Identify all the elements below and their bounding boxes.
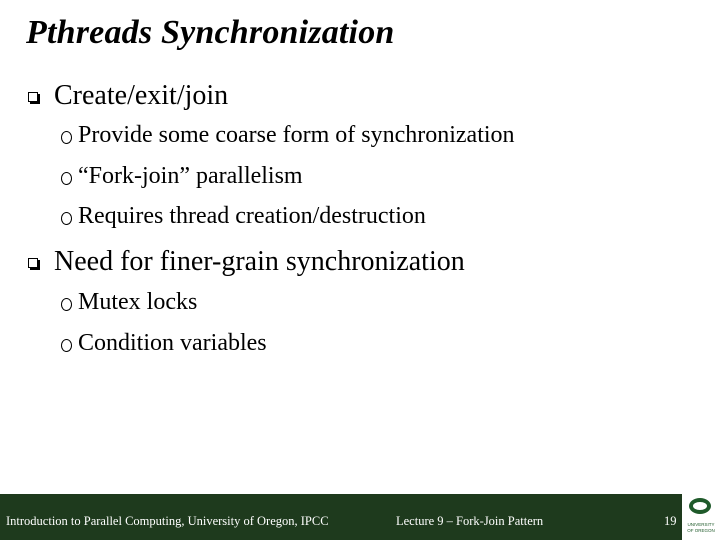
bullet-1 [28,80,228,112]
square-bullet-icon [28,258,38,268]
sub-bullet-2-1 [61,289,197,316]
bullet-2-text: Need for finer-grain synchronization [54,246,465,277]
sub-bullet-text: Requires thread creation/destruction [78,203,426,229]
slide-number: 19 [664,514,677,528]
sub-bullet-1-1 [61,122,515,149]
sub-bullet-text: Mutex locks [78,289,198,315]
square-bullet-icon [28,92,38,102]
footer-lecture: Lecture 9 – Fork-Join Pattern [396,514,544,528]
ring-bullet-icon [61,339,72,352]
university-logo [682,494,720,540]
o-logo-icon [689,498,711,514]
ring-bullet-icon [61,298,72,311]
footer-course: Introduction to Parallel Computing, University of Oregon, IPCC [6,514,329,528]
ring-bullet-icon [61,212,72,225]
sub-bullet-text: Condition variables [78,330,267,356]
logo-line-1: UNIVERSITY [687,522,715,527]
ring-bullet-icon [61,172,72,185]
ring-bullet-icon [61,131,72,144]
footer-bar [0,494,682,540]
sub-bullet-1-3 [61,203,426,230]
sub-bullet-1-2 [61,163,303,190]
sub-bullet-text: “Fork-join” parallelism [78,163,303,189]
bullet-2 [28,246,465,278]
sub-bullet-2-2 [61,330,267,357]
bullet-1-text: Create/exit/join [54,80,229,111]
slide-title: Pthreads Synchronization [26,14,395,51]
sub-bullet-text: Provide some coarse form of synchronization [78,122,515,148]
logo-line-2: OF OREGON [687,528,715,533]
